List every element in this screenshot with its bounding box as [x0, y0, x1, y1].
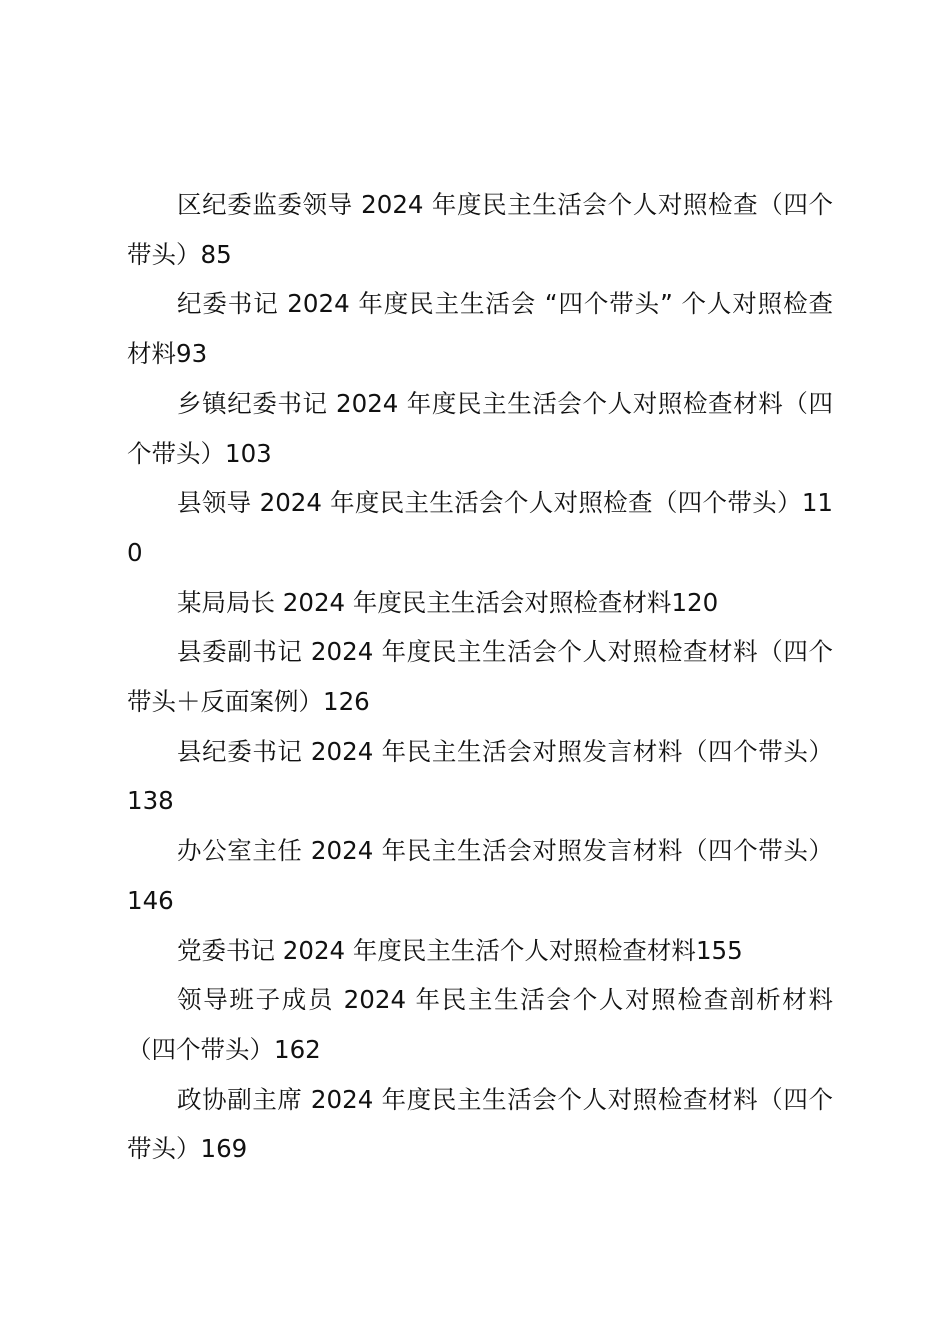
toc-entry-page: 162	[274, 1034, 321, 1064]
toc-entry[interactable]	[127, 180, 833, 279]
toc-entry-page: 120	[671, 587, 719, 617]
toc-entry-title: 区纪委监委领导 2024 年度民主生活会个人对照检查（四个带头）	[127, 190, 833, 269]
toc-entry-page: 93	[176, 339, 208, 369]
toc-entry-title: 某局局长 2024 年度民主生活会对照检查材料	[177, 587, 672, 617]
toc-entry-page: 103	[225, 438, 272, 468]
toc-entry-title: 党委书记 2024 年度民主生活个人对照检查材料	[177, 935, 696, 965]
toc-entry-title: 政协副主席 2024 年度民主生活会个人对照检查材料（四个带头）	[127, 1084, 833, 1164]
toc-entry-title: 领导班子成员 2024 年民主生活会个人对照检查剖析材料（四个带头）	[127, 985, 833, 1064]
toc-entry-title: 县纪委书记 2024 年民主生活会对照发言材料（四个带头）	[177, 736, 833, 766]
toc-entry[interactable]	[127, 975, 833, 1074]
toc-entry[interactable]	[127, 279, 833, 378]
toc-entry-page: 126	[323, 687, 370, 717]
toc-entry[interactable]	[127, 478, 833, 577]
toc-entry[interactable]	[127, 727, 833, 826]
toc-entry[interactable]	[127, 627, 833, 726]
toc-entry-title: 乡镇纪委书记 2024 年度民主生活会个人对照检查材料（四个带头）	[127, 388, 833, 468]
toc-entry-title: 县委副书记 2024 年度民主生活会个人对照检查材料（四个带头＋反面案例）	[127, 637, 833, 717]
toc-entry[interactable]	[127, 826, 833, 925]
toc-entry-page: 155	[695, 935, 743, 965]
toc-entry-title: 纪委书记 2024 年度民主生活会 “四个带头” 个人对照检查材料	[127, 289, 833, 369]
toc-entry[interactable]	[127, 1075, 833, 1174]
toc-entry[interactable]	[127, 379, 833, 478]
table-of-contents	[127, 180, 833, 1174]
toc-entry-title: 办公室主任 2024 年民主生活会对照发言材料（四个带头）	[177, 836, 833, 866]
toc-entry-page: 110	[127, 488, 833, 567]
toc-entry-page: 138	[127, 786, 174, 816]
toc-entry-page: 146	[127, 885, 174, 915]
toc-entry-title: 县领导 2024 年度民主生活会个人对照检查（四个带头）	[177, 488, 802, 518]
toc-entry-page: 169	[200, 1134, 248, 1164]
toc-entry-page: 85	[200, 239, 232, 269]
toc-entry[interactable]	[127, 578, 833, 628]
toc-entry[interactable]	[127, 926, 833, 976]
